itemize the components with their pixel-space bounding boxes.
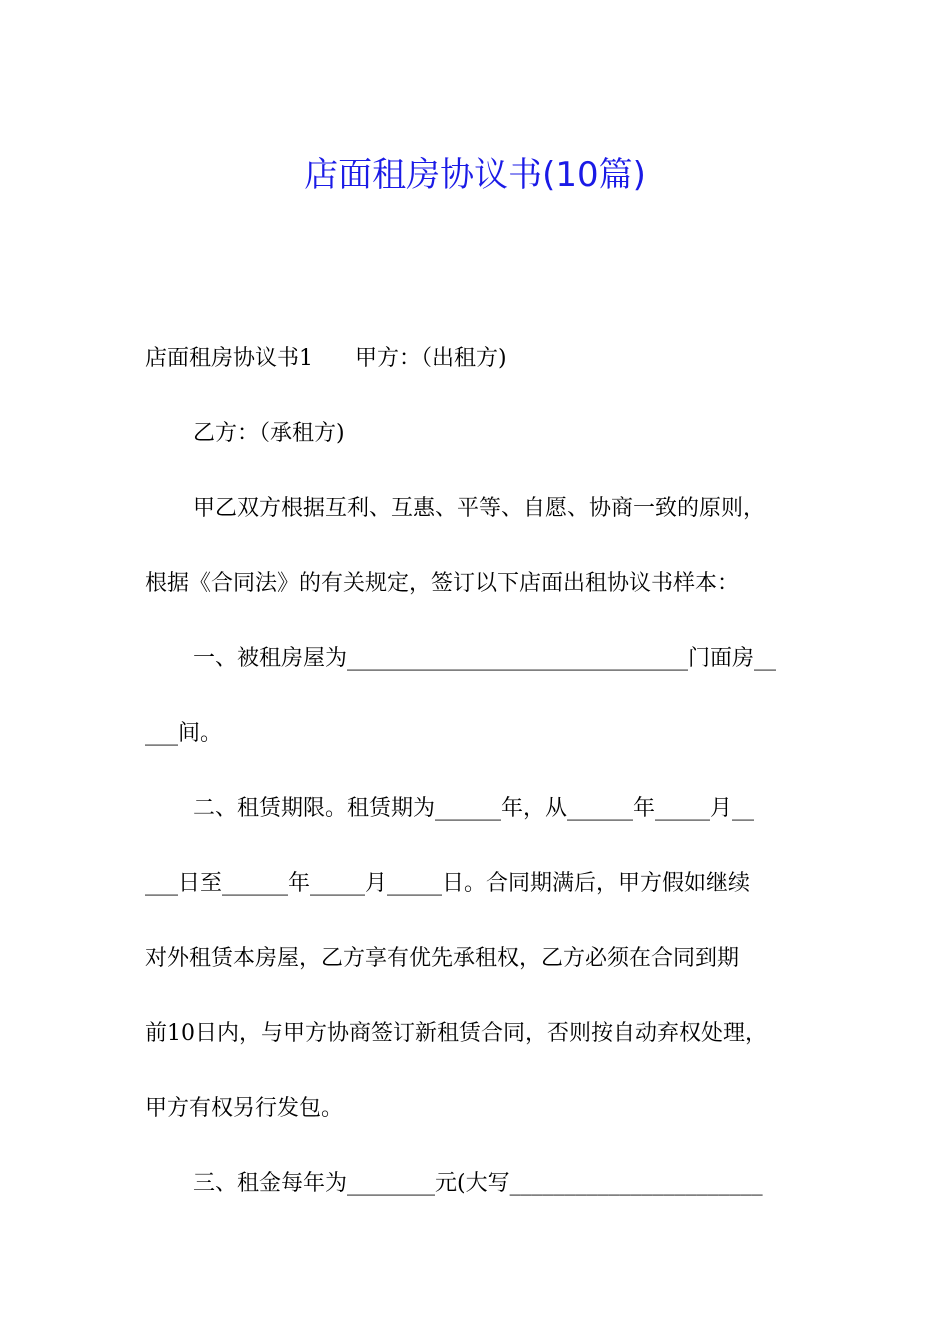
clause-2-line-1: 二、租赁期限。租赁期为______年，从______年_____月__ [193,796,755,821]
clause-3-line-1: 三、租金每年为________元(大写_______________________ [193,1171,763,1196]
clause-2-line-5: 甲方有权另行发包。 [145,1096,344,1121]
party-a-line: 甲方：（出租方) [355,346,507,371]
heading-line [145,344,507,374]
clause-2-line-2: ___日至______年_____月_____日。合同期满后，甲方假如继续 [145,871,751,896]
clause-2-line-3: 对外租赁本房屋，乙方享有优先承租权，乙方必须在合同到期 [145,946,740,971]
preamble-line-2: 根据《合同法》的有关规定，签订以下店面出租协议书样本： [145,571,740,596]
preamble-line-1: 甲乙双方根据互利、互惠、平等、自愿、协商一致的原则， [193,496,766,521]
agreement-heading: 店面租房协议书1 [145,346,313,371]
page-title: 店面租房协议书(10篇) [304,154,646,195]
clause-1-line-1: 一、被租房屋为_______________________________门面房__ [193,646,777,671]
clause-2-line-4: 前10日内，与甲方协商签订新租赁合同，否则按自动弃权处理， [145,1021,767,1046]
clause-1-line-2: ___间。 [145,721,223,746]
party-b-line: 乙方：（承租方) [193,421,345,446]
